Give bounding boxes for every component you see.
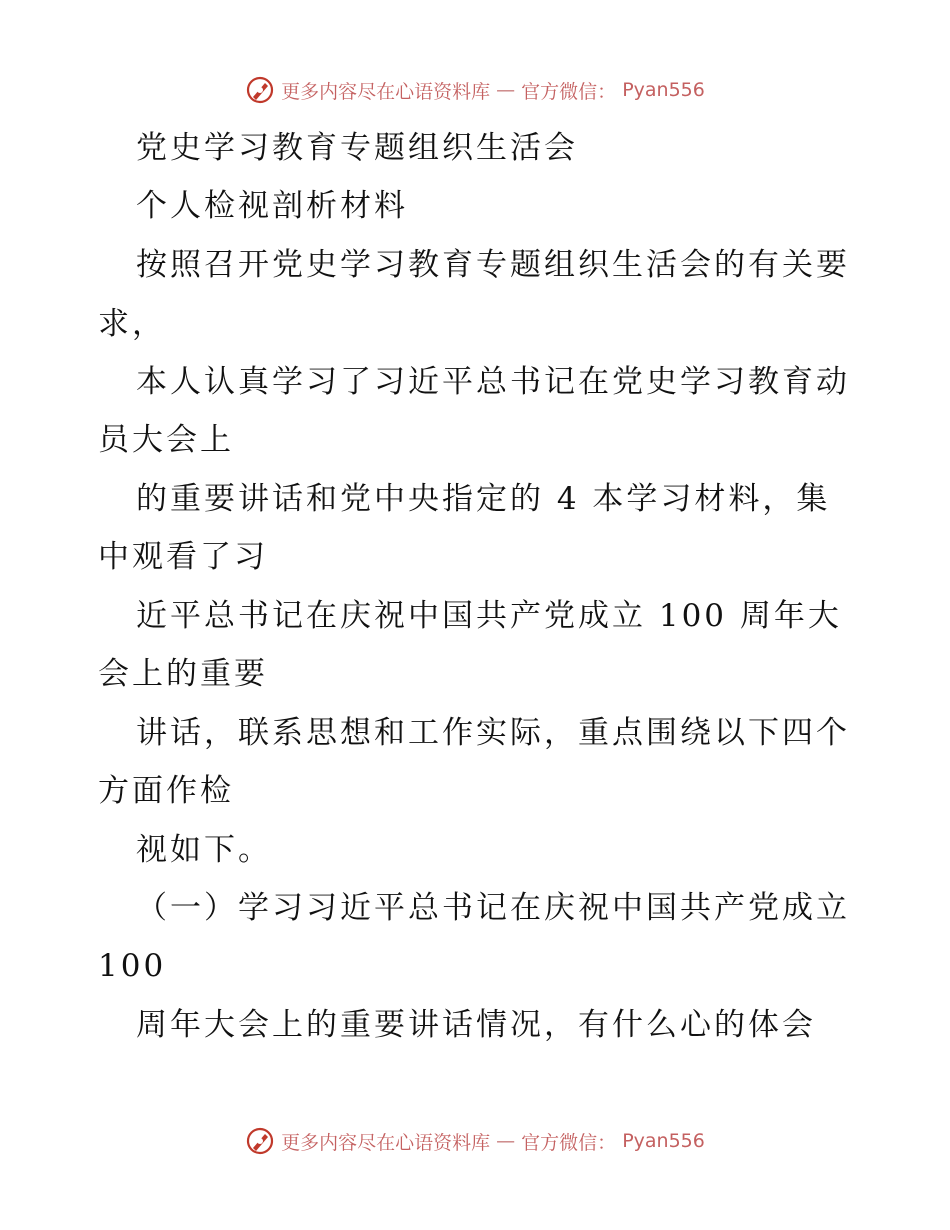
paragraph-line: 会上的重要 xyxy=(98,656,268,692)
document-title: 党史学习教育专题组织生活会 xyxy=(136,130,578,166)
watermark-account-id: Pyan556 xyxy=(622,1130,705,1152)
section-heading: （一）学习习近平总书记在庆祝中国共产党成立 xyxy=(136,890,850,926)
paragraph-line: 本人认真学习了习近平总书记在党史学习教育动 xyxy=(136,364,850,400)
section-heading-continued: 周年大会上的重要讲话情况，有什么心的体会 xyxy=(136,1007,816,1043)
paragraph-line: 中观看了习 xyxy=(98,539,268,575)
watermark-text: 更多内容尽在心语资料库 xyxy=(281,80,491,103)
paragraph-line: 方面作检 xyxy=(98,773,234,809)
document-subtitle: 个人检视剖析材料 xyxy=(136,188,408,224)
paragraph-line: 视如下。 xyxy=(136,832,272,868)
watermark-account-label: 官方微信： xyxy=(521,80,617,103)
watermark-dash: — xyxy=(496,79,516,101)
paragraph-line: 员大会上 xyxy=(98,422,234,458)
watermark-text: 更多内容尽在心语资料库 xyxy=(281,1131,491,1154)
paragraph-line: 求， xyxy=(98,306,166,342)
paragraph-line: 近平总书记在庆祝中国共产党成立 100 周年大 xyxy=(136,598,842,634)
section-heading-continued: 100 xyxy=(98,948,167,984)
paragraph-line: 的重要讲话和党中央指定的 4 本学习材料，集 xyxy=(136,481,831,517)
pen-logo-icon xyxy=(245,1126,275,1156)
paragraph-line: 讲话，联系思想和工作实际，重点围绕以下四个 xyxy=(136,715,850,751)
paragraph-line: 按照召开党史学习教育专题组织生活会的有关要 xyxy=(136,247,850,283)
watermark-account-label: 官方微信： xyxy=(521,1131,617,1154)
footer-watermark xyxy=(0,1121,950,1161)
watermark-dash: — xyxy=(496,1130,516,1152)
watermark-account-id: Pyan556 xyxy=(622,79,705,101)
